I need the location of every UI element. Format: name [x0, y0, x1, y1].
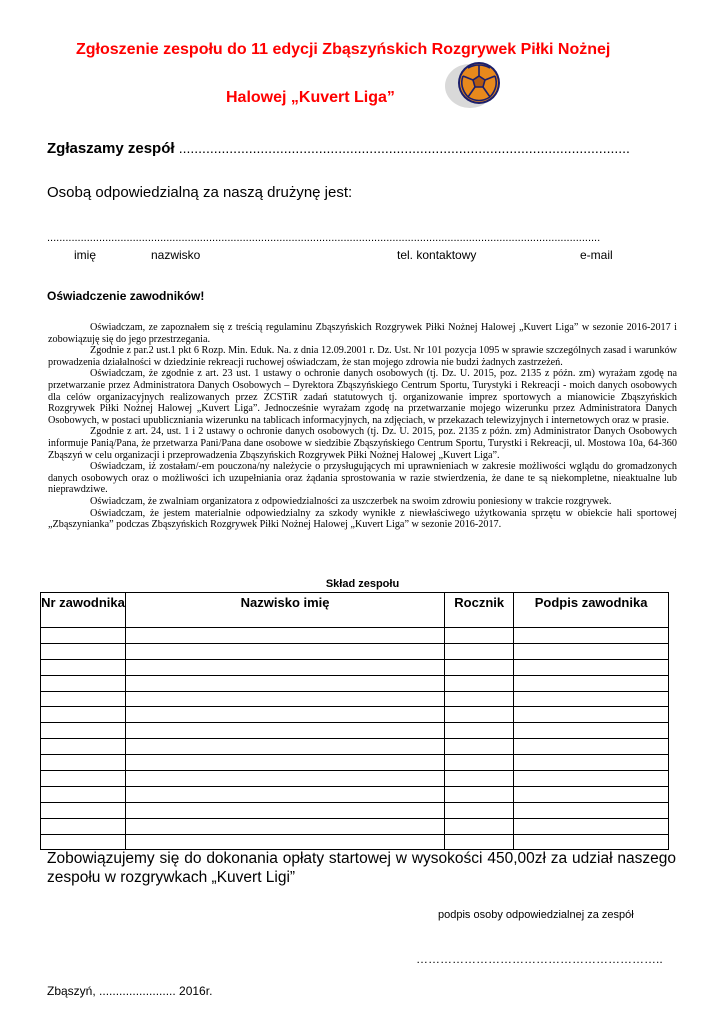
name-cell[interactable]	[125, 643, 444, 659]
number-cell[interactable]	[41, 675, 126, 691]
declaration-paragraph: Zgodnie z art. 24, ust. 1 i 2 ustawy o ochronie danych osobowych (tj. Dz. U. 2015, poz. 2135 z późn. zm) Administrator Danych Osobowych informuje Panią/Pana, że przetwarza Pani/Pana dane osobowe w siedzibie Zbąszyńskiego Centrum Sportu, Turystki i Rekreacji, ul. Mostowa 10a, 64-360 Zbąszyń w celu organizacji i przeprowadzenia Zbąszyńskich Rozgrywek Piłki Nożnej Halowej „Kuvert Liga”.	[48, 426, 677, 461]
number-cell[interactable]	[41, 771, 126, 787]
birth-year-cell[interactable]	[445, 786, 514, 802]
column-header-birth-year: Rocznik	[445, 593, 514, 628]
column-header-signature: Podpis zawodnika	[514, 593, 669, 628]
responsible-person-label: Osobą odpowiedzialną za naszą drużynę jest:	[47, 184, 353, 201]
birth-year-cell[interactable]	[445, 739, 514, 755]
name-cell[interactable]	[125, 834, 444, 850]
birth-year-cell[interactable]	[445, 723, 514, 739]
football-logo	[444, 59, 502, 109]
signature-cell[interactable]	[514, 707, 669, 723]
team-name-line	[47, 140, 630, 157]
name-cell[interactable]	[125, 755, 444, 771]
birth-year-cell[interactable]	[445, 643, 514, 659]
declaration-paragraph: Oświadczam, ze zapoznałem się z treścią regulaminu Zbąszyńskich Rozgrywek Piłki Nożnej Halowej „Kuvert Liga” w sezonie 2016-2017 i zobowiązuję się do jego przestrzegania.	[48, 322, 677, 345]
name-cell[interactable]	[125, 707, 444, 723]
declaration-paragraph: Oświadczam, iż zostałam/-em pouczona/ny należycie o przysługujących mi uprawnieniach w zakresie możliwości wglądu do gromadzonych danych osobowych oraz o możliwości ich uzupełniania oraz żądania sprostowania w razie stwierdzenia, że dane te są niekompletne, nieaktualne lub nieprawdziwe.	[48, 461, 677, 496]
birth-year-cell[interactable]	[445, 771, 514, 787]
signature-cell[interactable]	[514, 628, 669, 644]
birth-year-cell[interactable]	[445, 834, 514, 850]
signature-cell[interactable]	[514, 723, 669, 739]
last-name-label: nazwisko	[151, 248, 201, 262]
table-row	[41, 707, 669, 723]
number-cell[interactable]	[41, 643, 126, 659]
table-row	[41, 771, 669, 787]
roster-title: Skład zespołu	[325, 578, 400, 590]
name-cell[interactable]	[125, 786, 444, 802]
birth-year-cell[interactable]	[445, 755, 514, 771]
name-cell[interactable]	[125, 691, 444, 707]
table-row	[41, 755, 669, 771]
responsible-person-field[interactable]: .....................................................................................................................................................................................	[47, 232, 601, 244]
declaration-paragraph: Oświadczam, że zwalniam organizatora z odpowiedzialności za uszczerbek na swoim zdrowiu poniesiony w trakcie rozgrywek.	[90, 495, 612, 507]
signature-field[interactable]: ……………………………………………………..	[416, 952, 663, 966]
signature-cell[interactable]	[514, 659, 669, 675]
column-header-number: Nr zawodnika	[41, 593, 126, 628]
declaration-paragraph: Zgodnie z par.2 ust.1 pkt 6 Rozp. Min. Eduk. Na. z dnia 12.09.2001 r. Dz. Ust. Nr 101 pozycja 1095 w sprawie szczególnych zasad i warunków prowadzenia działalności w dziedzinie rekreacji ruchowej oświadczam, że stan mojego zdrowia nie budzi żadnych zastrzeżeń.	[48, 345, 677, 368]
number-cell[interactable]	[41, 691, 126, 707]
table-row	[41, 659, 669, 675]
signature-cell[interactable]	[514, 691, 669, 707]
name-cell[interactable]	[125, 818, 444, 834]
birth-year-cell[interactable]	[445, 707, 514, 723]
birth-year-cell[interactable]	[445, 691, 514, 707]
table-row	[41, 628, 669, 644]
signature-cell[interactable]	[514, 834, 669, 850]
birth-year-cell[interactable]	[445, 659, 514, 675]
number-cell[interactable]	[41, 786, 126, 802]
first-name-label: imię	[74, 248, 97, 262]
roster-body	[41, 628, 669, 850]
table-row	[41, 675, 669, 691]
signature-cell[interactable]	[514, 739, 669, 755]
table-row	[41, 691, 669, 707]
form-title-line-2: Halowej „Kuvert Liga”	[226, 89, 395, 106]
declaration-paragraph: Oświadczam, że zgodnie z art. 23 ust. 1 ustawy o ochronie danych osobowych (tj. Dz. U. 2015, poz. 2135 z późn. zm) wyrażam zgodę na przetwarzanie przez Administratora Danych Osobowych – Dyrektora Zbąszyńskiego Centrum Sportu, Turystyki i Rekreacji - moich danych osobowych dla celów organizacyjnych realizowanych przez ZCSTiR zadań statutowych tj. organizowanie imprez sportowych a mianowicie Zbąszyńskich Rozgrywek Piłki Nożnej Halowej „Kuvert Liga”. Jednocześnie wyrażam zgodę na przetwarzanie mojego wizerunku przez Administratora Danych Osobowych, w postaci upubliczniania wizerunku na tablicach informacyjnych, na zdjęciach, w przekazach telewizyjnych i internetowych oraz w prasie.	[48, 368, 677, 426]
phone-label: tel. kontaktowy	[397, 248, 477, 262]
column-header-name: Nazwisko imię	[125, 593, 444, 628]
fee-obligation-text: Zobowiązujemy się do dokonania opłaty startowej w wysokości 450,00zł za udział naszego zespołu w rozgrywkach „Kuvert Ligi”	[47, 850, 676, 886]
number-cell[interactable]	[41, 659, 126, 675]
declaration-text	[48, 322, 677, 531]
email-label: e-mail	[580, 248, 613, 262]
table-row	[41, 834, 669, 850]
form-title-line-1: Zgłoszenie zespołu do 11 edycji Zbąszyńskich Rozgrywek Piłki Nożnej	[76, 41, 611, 58]
table-row	[41, 643, 669, 659]
declaration-paragraph: Oświadczam, że jestem materialnie odpowiedzialny za szkody wynikłe z niewłaściwego użytkowania sprzętu w obiekcie hali sportowej „Zbąszynianka” podczas Zbąszyńskich Rozgrywek Piłki Nożnej Halowej „Kuvert Liga” w sezonie 2016-2017.	[48, 507, 677, 531]
number-cell[interactable]	[41, 707, 126, 723]
number-cell[interactable]	[41, 802, 126, 818]
table-row	[41, 739, 669, 755]
name-cell[interactable]	[125, 628, 444, 644]
name-cell[interactable]	[125, 675, 444, 691]
declaration-heading: Oświadczenie zawodników!	[47, 289, 205, 303]
roster-header-row	[41, 593, 669, 628]
name-cell[interactable]	[125, 771, 444, 787]
birth-year-cell[interactable]	[445, 628, 514, 644]
roster-table	[40, 592, 669, 850]
table-row	[41, 802, 669, 818]
number-cell[interactable]	[41, 818, 126, 834]
place-date-field[interactable]: Zbąszyń, ....................... 2016r.	[47, 984, 213, 998]
signature-cell[interactable]	[514, 771, 669, 787]
team-name-field[interactable]: ....................................................................................................................	[178, 140, 630, 156]
birth-year-cell[interactable]	[445, 818, 514, 834]
table-row	[41, 818, 669, 834]
number-cell[interactable]	[41, 628, 126, 644]
signature-cell[interactable]	[514, 786, 669, 802]
signature-cell[interactable]	[514, 802, 669, 818]
team-name-label: Zgłaszamy zespół	[47, 140, 175, 157]
birth-year-cell[interactable]	[445, 802, 514, 818]
signature-cell[interactable]	[514, 643, 669, 659]
name-cell[interactable]	[125, 659, 444, 675]
signature-cell[interactable]	[514, 818, 669, 834]
number-cell[interactable]	[41, 755, 126, 771]
number-cell[interactable]	[41, 739, 126, 755]
birth-year-cell[interactable]	[445, 675, 514, 691]
number-cell[interactable]	[41, 723, 126, 739]
number-cell[interactable]	[41, 834, 126, 850]
name-cell[interactable]	[125, 739, 444, 755]
table-row	[41, 723, 669, 739]
name-cell[interactable]	[125, 723, 444, 739]
signature-label: podpis osoby odpowiedzialnej za zespół	[438, 909, 634, 921]
table-row	[41, 786, 669, 802]
name-cell[interactable]	[125, 802, 444, 818]
signature-cell[interactable]	[514, 755, 669, 771]
signature-cell[interactable]	[514, 675, 669, 691]
